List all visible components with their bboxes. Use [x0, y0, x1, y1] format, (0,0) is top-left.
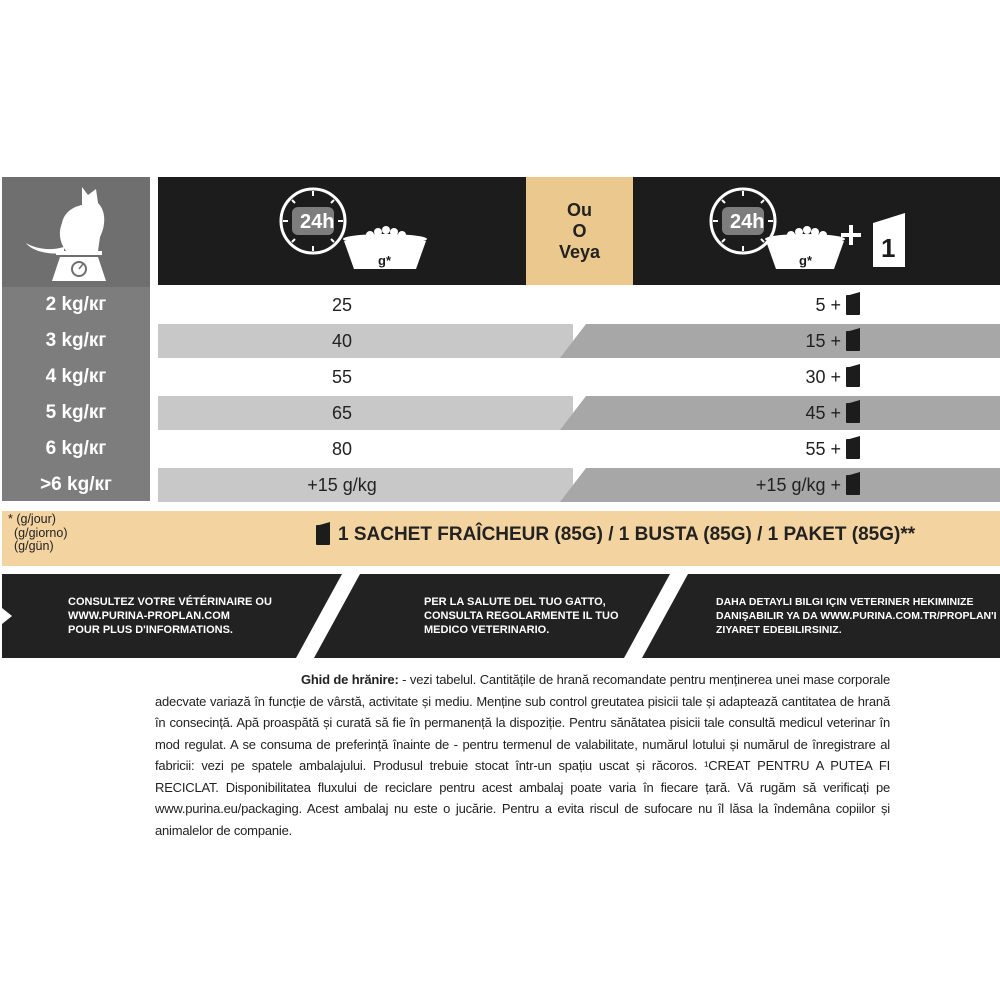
info-fr-line: WWW.PURINA-PROPLAN.COM	[68, 610, 230, 622]
weight-label: 6 kg/кг	[45, 438, 107, 459]
info-tr	[716, 595, 997, 637]
guide-text: - vezi tabelul. Cantitățile de hrană recomandate pentru menținerea unei mase corporale adecvate variază în funcție de vârstă, activitate și mediu. Menține sub control greutatea pisicii tale și adaptează cantitatea de hrană în consecință. Apă proaspătă și curată să fie în permanență la dispoziție. Pentru sănătatea pisicii tale consultă medicul veterinar în mod regulat. A se consuma de preferință înainte de - pentru termenul de valabilitate, numărul lotului și numărul de înregistrare al fabricii: vezi pe spatele ambalajului. Produsul trebuie stocat într-un spațiu uscat și răcoros. ¹CREAT PENTRU A PUTEA FI RECICLAT. Disponibilitatea fluxului de reciclare pentru acest ambalaj poate varia în fiecare țară. Vă rugăm să verificați pe www.purina.eu/packaging. Acest ambalaj nu este o jucărie. Pentru a evita riscul de sufocare nu îl lăsa la îndemâna copiilor și animalelor de companie.	[155, 672, 890, 838]
mixed-24h-label: 24h	[730, 211, 765, 233]
cat-scale-header	[2, 177, 150, 287]
pouch-count: 1	[881, 233, 896, 263]
mixed-amount	[756, 468, 860, 502]
or-word-tr: Veya	[558, 241, 601, 262]
dry-amount: 55	[331, 366, 353, 387]
dry-amount: +15 g/kg	[307, 474, 377, 495]
dry-amount: 65	[331, 402, 353, 423]
unit-note-tr: (g/gün)	[14, 539, 54, 553]
info-tr-line: DAHA DETAYLI BILGI IÇIN VETERINER HEKIMINIZE	[716, 596, 974, 608]
mixed-amount-text: +15 g/kg +	[755, 474, 841, 495]
unit-note-it: (g/giorno)	[14, 525, 68, 540]
mixed-amount-text: 5 +	[815, 294, 841, 315]
feeding-guide	[155, 669, 890, 841]
sachet-note	[316, 524, 915, 546]
plus-icon	[841, 225, 861, 245]
info-bar	[2, 574, 1000, 658]
info-it-line: MEDICO VETERINARIO.	[424, 624, 550, 636]
unit-note-fr: * (g/jour)	[8, 512, 56, 526]
mixed-amount-text: 30 +	[805, 366, 841, 387]
dry-amount: 25	[331, 294, 353, 315]
pouch-icon	[316, 525, 330, 545]
or-label	[526, 177, 633, 285]
weight-label: >6 kg/кг	[40, 474, 112, 495]
mixed-feeding-header	[633, 177, 1000, 285]
weight-label: 5 kg/кг	[45, 402, 107, 423]
info-tr-line: ZIYARET EDEBILIRSINIZ.	[716, 624, 842, 636]
dry-amount: 40	[331, 330, 353, 351]
pouch-icon	[846, 439, 860, 459]
weight-label: 2 kg/кг	[45, 294, 107, 315]
info-it	[424, 595, 619, 637]
info-fr	[68, 595, 272, 637]
dry-amount: 80	[331, 438, 353, 459]
cat-on-scale-icon	[2, 177, 150, 287]
mixed-amount	[805, 360, 860, 394]
mixed-amount	[805, 324, 860, 358]
info-tr-line: DANIŞABILIR YA DA WWW.PURINA.COM.TR/PROPLAN'I	[716, 610, 997, 622]
unit-notes	[8, 513, 68, 554]
mixed-amount	[805, 396, 860, 430]
pouch-icon	[846, 475, 860, 495]
row-stripe-right	[560, 396, 1000, 430]
pouch-icon	[846, 367, 860, 387]
or-word-fr: Ou	[567, 199, 592, 220]
pouch-icon	[846, 331, 860, 351]
info-fr-line: CONSULTEZ VOTRE VÉTÉRINAIRE OU	[68, 596, 272, 608]
mixed-amount-text: 15 +	[805, 330, 841, 351]
row-stripe-right	[560, 324, 1000, 358]
info-fr-line: POUR PLUS D'INFORMATIONS.	[68, 624, 233, 636]
mixed-amount	[805, 432, 860, 466]
pouch-icon	[846, 403, 860, 423]
sachet-text: 1 SACHET FRAÎCHEUR (85G) / 1 BUSTA (85G) / 1 PAKET (85G)**	[338, 524, 916, 545]
guide-title: Ghid de hrănire:	[301, 672, 399, 687]
weight-label: 4 kg/кг	[45, 366, 107, 387]
mixed-amount	[815, 288, 860, 322]
mixed-unit: g*	[799, 253, 812, 268]
or-word-it: O	[572, 220, 587, 241]
mixed-amount-text: 55 +	[805, 438, 841, 459]
mixed-amount-text: 45 +	[805, 402, 841, 423]
dry-24h-label: 24h	[300, 211, 335, 233]
dry-only-header	[158, 177, 526, 285]
weight-label: 3 kg/кг	[45, 330, 107, 351]
pouch-icon	[846, 295, 860, 315]
info-it-line: PER LA SALUTE DEL TUO GATTO,	[424, 596, 606, 608]
info-it-line: CONSULTA REGOLARMENTE IL TUO	[424, 610, 619, 622]
dry-unit: g*	[378, 253, 391, 268]
